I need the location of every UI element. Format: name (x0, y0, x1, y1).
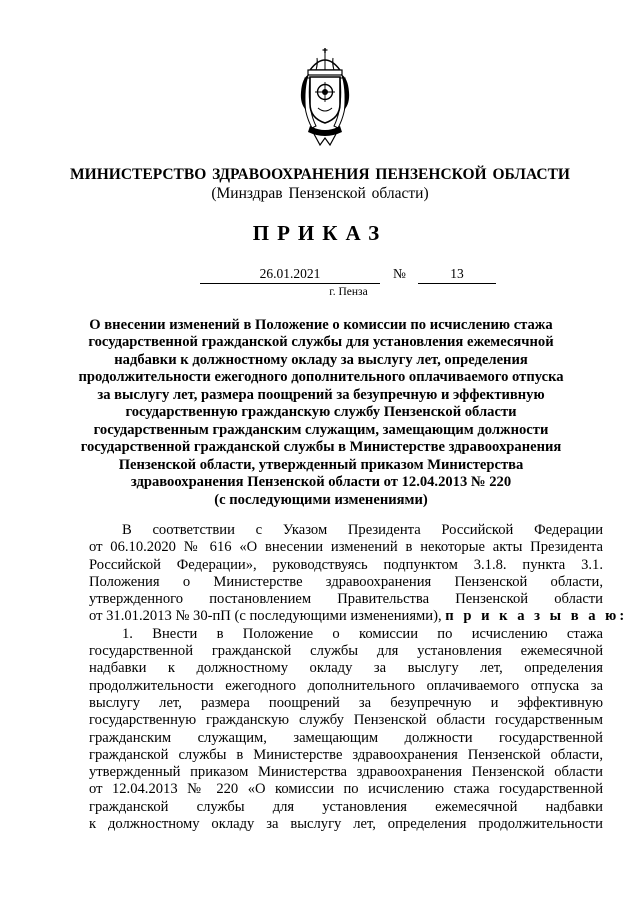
heading-line: государственной гражданской службы в Министерстве здравоохранения (80, 439, 562, 456)
ministry-name: МИНИСТЕРСТВО ЗДРАВООХРАНЕНИЯ ПЕНЗЕНСКОЙ ОБЛАСТИ (70, 166, 570, 183)
body-line: Российской Федерации», руководствуясь подпунктом 3.1.8. пункта 3.1. (89, 556, 603, 573)
body-line-text: от 31.01.2013 № 30-пП (с последующими изменениями), (89, 608, 442, 625)
body-line: гражданской службы в Министерстве здравоохранения Пензенской области, (89, 746, 603, 763)
body-line: 1. Внести в Положение о комиссии по исчислению стажа (122, 625, 603, 642)
body-line: от 06.10.2020 № 616 «О внесении изменений в некоторые акты Президента (89, 539, 603, 556)
heading-line: надбавки к должностному окладу за выслугу лет, определения (114, 351, 528, 368)
coat-of-arms-emblem (296, 48, 354, 146)
body-line: утвержденный приказом Министерства здравоохранения Пензенской области (89, 764, 603, 781)
heading-line: О внесении изменений в Положение о комиссии по исчислению стажа (89, 317, 553, 333)
ministry-short-name: (Минздрав Пензенской области) (211, 185, 429, 202)
body-line-with-order-word (89, 608, 628, 625)
document-type-title: ПРИКАЗ (252, 221, 388, 245)
body-line: Положения о Министерстве здравоохранения Пензенской области, (89, 573, 603, 590)
heading-line: здравоохранения Пензенской области от 12.04.2013 № 220 (130, 474, 512, 491)
body-line: продолжительности ежегодного дополнительного оплачиваемого отпуска за (89, 677, 603, 694)
heading-line: государственной гражданской службы для установления ежемесячной (88, 334, 554, 351)
body-line: утвержденного постановлением Правительства Пензенской области (89, 591, 603, 608)
order-heading (78, 317, 564, 509)
body-line: от 12.04.2013 № 220 «О комиссии по исчислению стажа государственной (89, 781, 603, 798)
body-line: государственной гражданской службы для установления ежемесячной (89, 643, 603, 660)
city-name: г. Пенза (329, 286, 368, 298)
body-line: В соответствии с Указом Президента Российской Федерации (122, 522, 603, 538)
order-body (89, 522, 628, 833)
body-line: государственную гражданскую службу Пензенской области государственным (89, 712, 603, 729)
body-line: гражданской службы для установления ежемесячной надбавки (89, 798, 603, 815)
heading-line: (с последующими изменениями) (214, 491, 428, 508)
body-line: гражданским служащим, замещающим должности государственной (89, 729, 603, 746)
heading-line: государственным гражданским служащим, замещающим должности (93, 421, 549, 438)
heading-line: государственную гражданскую службу Пензенской области (125, 404, 517, 421)
body-line: к должностному окладу за выслугу лет, определения продолжительности (89, 816, 603, 833)
heading-line: продолжительности ежегодного дополнительного оплачиваемого отпуска (78, 369, 564, 386)
body-line: выслугу лет, размера поощрений за безупречную и эффективную (89, 694, 603, 711)
heading-line: за выслугу лет, размера поощрений за безупречную и эффективную (97, 386, 545, 403)
order-number: 13 (418, 267, 496, 284)
body-line: надбавки к должностному окладу за выслугу лет, определения (89, 660, 603, 677)
order-word: п р и к а з ы в а ю: (445, 608, 628, 625)
number-sign: № (393, 266, 406, 281)
heading-line: Пензенской области, утвержденный приказом Министерства (118, 456, 524, 473)
order-date: 26.01.2021 (200, 267, 380, 284)
